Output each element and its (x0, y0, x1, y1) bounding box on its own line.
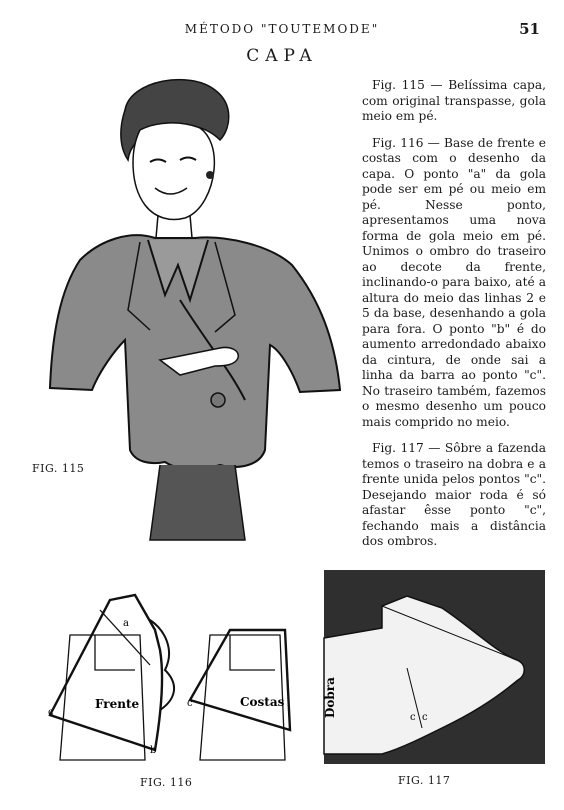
fig-116-caption: FIG. 116 (140, 776, 193, 789)
fig-115-illustration (30, 70, 360, 560)
point-c-label-back: c (187, 698, 193, 709)
page-number: 51 (519, 20, 540, 38)
point-c-label-1: c (410, 712, 416, 723)
fig-116-diagram (40, 590, 310, 770)
paragraph-fig116: Fig. 116 — Base de frente e costas com o desenho da capa. O ponto "a" da gola pode ser em pé ou meio em pé. Nesse ponto, apresentamos uma nova forma de gola meio em pé. Unimos o ombro do traseiro ao decote da frente, inclinando-o para baixo, até a altura do meio das linhas 2 e 5 da base, desenhando a gola para fora. O ponto "b" é do aumento arredondado abaixo da cintura, de onde sai a linha da barra ao ponto "c". No traseiro também, fazemos o mesmo desenho um pouco mais comprido no meio. (362, 135, 546, 429)
running-header: MÉTODO "TOUTEMODE" (184, 22, 380, 36)
point-c-label-front: c (48, 707, 54, 718)
point-b-label: b (150, 745, 157, 756)
paragraph-fig115: Fig. 115 — Belíssima capa, com original transpasse, gola meio em pé. (362, 78, 546, 123)
fig-115-caption: FIG. 115 (32, 462, 85, 475)
point-c-label-2: c (422, 712, 428, 723)
face-shape (133, 123, 214, 220)
costas-label: Costas (240, 695, 285, 709)
article-text (362, 78, 546, 561)
fig-117-diagram (322, 568, 547, 768)
point-a-label: a (123, 618, 129, 629)
page-title: CAPA (246, 46, 318, 66)
dobra-label: Dobra (323, 677, 337, 718)
paragraph-fig117: Fig. 117 — Sôbre a fazenda temos o traseiro na dobra e a frente unida pelos pontos "c". Desejando maior roda é só afastar êsse ponto "c", fechando mais a distância dos ombros. (362, 441, 546, 548)
fig-117-caption: FIG. 117 (398, 774, 451, 787)
button-shape (211, 393, 225, 407)
frente-label: Frente (95, 697, 140, 711)
